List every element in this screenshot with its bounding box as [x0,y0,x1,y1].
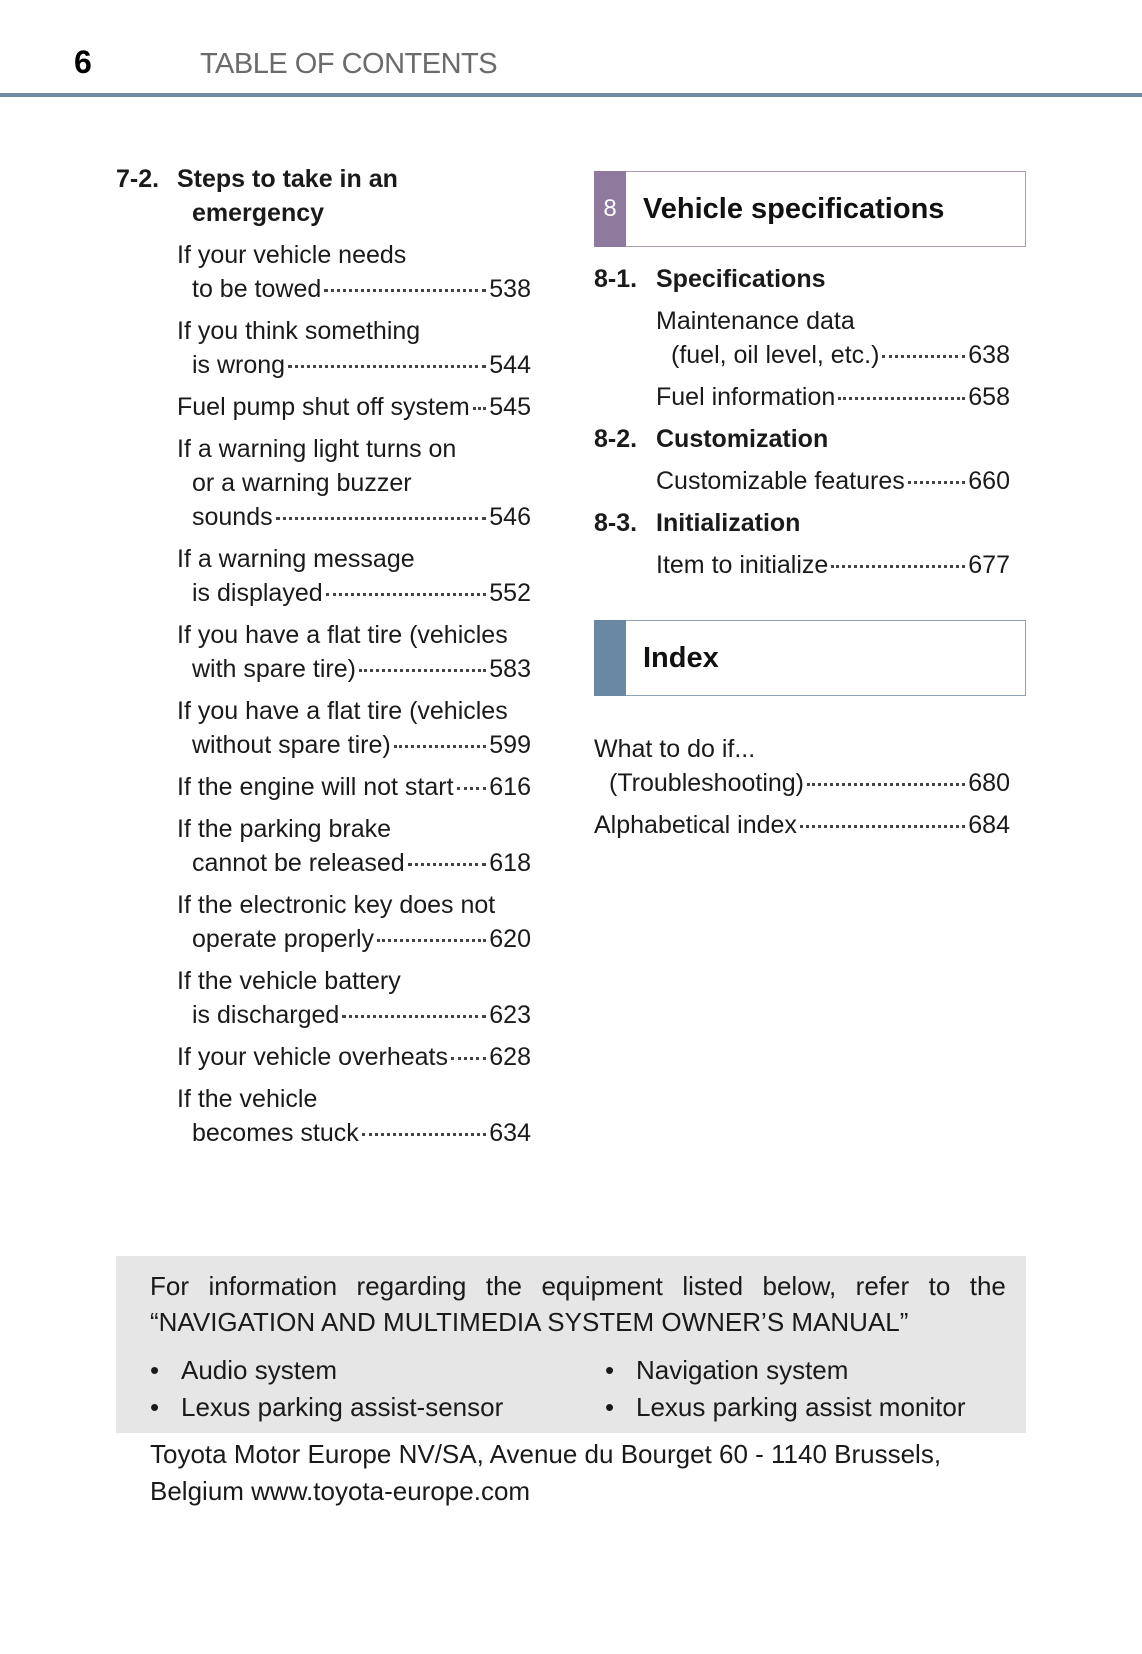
intro-word: equipment [541,1271,663,1301]
entry-line [177,1116,531,1150]
entry-line [594,766,1010,800]
toc-entry[interactable] [177,390,531,424]
page-reference[interactable]: 628 [489,1043,531,1071]
dot-leader [288,365,486,368]
entry-text: without spare tire) [192,731,391,759]
right-column [594,262,1010,582]
entry-line [656,548,1010,582]
dot-leader [377,939,486,942]
bullet-icon: • [150,1355,160,1385]
entry-line [177,728,531,762]
equipment-name: Navigation system [636,1355,849,1385]
entry-text: Customizable features [656,467,905,495]
entry-line [594,808,1010,842]
page-reference[interactable]: 677 [968,551,1010,579]
intro-word: regarding [356,1271,467,1301]
page-reference[interactable]: 552 [489,579,531,607]
page-reference[interactable]: 638 [968,341,1010,369]
page-reference[interactable]: 623 [489,1001,531,1029]
dot-leader [451,1057,486,1060]
dot-leader [324,289,486,292]
entry-text: Alphabetical index [594,811,797,839]
section-number: 7-2. [116,165,160,193]
entry-text: Item to initialize [656,551,829,579]
dot-leader [276,517,487,520]
running-header-title: TABLE OF CONTENTS [200,48,498,80]
entry-line [177,576,531,610]
entry-text: is discharged [192,1001,340,1029]
entry-line [177,542,531,576]
toc-entries [594,304,1010,414]
entry-text: What to do if... [594,735,756,763]
entry-line [177,1040,531,1074]
page-reference[interactable]: 680 [968,769,1010,797]
publisher-address [150,1436,941,1510]
dot-leader [359,669,486,672]
entry-text: becomes stuck [192,1119,359,1147]
toc-entries [594,464,1010,498]
entry-text: cannot be released [192,849,405,877]
address-line1: Toyota Motor Europe NV/SA, Avenue du Bourget 60 - 1140 Brussels, [150,1439,942,1469]
entry-text: If a warning message [177,545,415,573]
page-reference[interactable]: 546 [489,503,531,531]
entry-text: If you think something [177,317,421,345]
page-reference[interactable]: 620 [489,925,531,953]
chapter-tab: 8 [594,171,626,247]
dot-leader [831,565,965,568]
chapter-title: Vehicle specifications [643,192,945,225]
page-reference[interactable]: 538 [489,275,531,303]
toc-entries [594,548,1010,582]
page-reference[interactable]: 616 [489,773,531,801]
section-title-continued [116,196,531,230]
intro-word: the [969,1271,1006,1301]
toc-entry[interactable] [656,380,1010,414]
intro-word: to [928,1271,951,1301]
intro-word: For [150,1271,189,1301]
entry-text: or a warning buzzer [192,469,412,497]
section-title: Steps to take in an [177,165,398,193]
dot-leader [882,355,965,358]
dot-leader [394,745,487,748]
entry-line [177,618,531,652]
section-heading-7-2 [116,162,531,196]
toc-entry[interactable] [177,1040,531,1074]
note-intro-line2: “NAVIGATION AND MULTIMEDIA SYSTEM OWNER’S MANUAL” [150,1307,909,1337]
intro-word: the [485,1271,522,1301]
entry-line [177,348,531,382]
dot-leader [362,1133,487,1136]
entry-line [594,732,1010,766]
entry-line [656,304,1010,338]
entry-text: operate properly [192,925,375,953]
entry-text: to be towed [192,275,322,303]
equipment-item [150,1352,605,1389]
entry-text: (Troubleshooting) [609,769,805,797]
entry-text: If you have a flat tire (vehicles [177,697,508,725]
dot-leader [838,397,965,400]
dot-leader [326,593,487,596]
entry-text: If the engine will not start [177,773,454,801]
entry-line [177,238,531,272]
page-reference[interactable]: 634 [489,1119,531,1147]
entry-text: If your vehicle needs [177,241,407,269]
entry-text: If you have a flat tire (vehicles [177,621,508,649]
toc-entry[interactable] [177,770,531,804]
dot-leader [408,863,487,866]
section-title: Specifications [656,265,826,293]
dot-leader [473,407,487,410]
bullet-icon: • [605,1355,615,1385]
section-number: 8-1. [594,265,638,293]
left-column [116,162,531,1150]
entry-text: If the vehicle [177,1085,318,1113]
entry-text: Maintenance data [656,307,855,335]
entry-text: with spare tire) [192,655,356,683]
chapter-8-header[interactable] [594,171,1026,247]
page-reference[interactable]: 583 [489,655,531,683]
entry-line [177,652,531,686]
equipment-item [605,1352,1006,1389]
entry-line [656,380,1010,414]
note-intro-line1 [150,1268,1006,1304]
intro-word: refer [855,1271,910,1301]
page-reference[interactable]: 544 [489,351,531,379]
toc-entry[interactable] [177,432,531,534]
toc-entry[interactable] [177,964,531,1032]
equipment-name: Lexus parking assist-sensor [181,1392,504,1422]
toc-entry[interactable] [656,304,1010,372]
entry-line [177,500,531,534]
entry-line [177,770,531,804]
page-reference[interactable]: 545 [489,393,531,421]
toc-entry[interactable] [177,1082,531,1150]
page-reference[interactable]: 684 [968,811,1010,839]
page-reference[interactable]: 599 [489,731,531,759]
section-number: 8-2. [594,425,638,453]
intro-word: below, [762,1271,837,1301]
entry-text: Fuel pump shut off system [177,393,470,421]
entry-line [177,846,531,880]
page-reference[interactable]: 660 [968,467,1010,495]
entry-line [177,466,531,500]
entry-text: If the electronic key does not [177,891,496,919]
entry-line [177,812,531,846]
index-title: Index [643,641,719,674]
entry-line [177,272,531,306]
dot-leader [342,1015,486,1018]
entry-text: is wrong [192,351,286,379]
dot-leader [800,825,965,828]
toc-entry[interactable] [177,694,531,762]
entry-text: (fuel, oil level, etc.) [671,341,880,369]
section-number: 8-3. [594,509,638,537]
entry-line [177,1082,531,1116]
section-heading [594,506,1010,540]
entry-line [177,998,531,1032]
bullet-icon: • [605,1392,615,1422]
section-title-line2: emergency [192,199,325,227]
section-title: Initialization [656,509,801,537]
bullet-icon: • [150,1392,160,1422]
equipment-name: Audio system [181,1355,338,1385]
intro-word: listed [682,1271,744,1301]
navigation-manual-note [116,1256,1026,1433]
dot-leader [908,481,966,484]
equipment-list [150,1352,1006,1426]
toc-entries [116,238,531,1150]
entry-line [656,338,1010,372]
section-heading [594,262,1010,296]
entry-text: If your vehicle overheats [177,1043,448,1071]
toc-entry[interactable] [177,238,531,306]
equipment-name: Lexus parking assist monitor [636,1392,966,1422]
entry-line [177,964,531,998]
entry-line [177,922,531,956]
toc-entry[interactable] [656,464,1010,498]
intro-word: information [208,1271,338,1301]
page-number: 6 [74,44,92,80]
page-reference[interactable]: 618 [489,849,531,877]
entry-line [177,888,531,922]
entry-line [656,464,1010,498]
entry-text: Fuel information [656,383,836,411]
dot-leader [807,783,965,786]
toc-entry[interactable] [594,808,1010,842]
equipment-item [605,1389,1006,1426]
toc-entry[interactable] [177,888,531,956]
toc-entry[interactable] [656,548,1010,582]
address-line2: Belgium www.toyota-europe.com [150,1476,531,1506]
entry-text: sounds [192,503,273,531]
entry-text: If the vehicle battery [177,967,401,995]
index-entries [594,724,1010,842]
toc-entry[interactable] [594,732,1010,800]
entry-text: If a warning light turns on [177,435,457,463]
index-header[interactable] [594,620,1026,696]
toc-entry[interactable] [177,314,531,382]
entry-text: is displayed [192,579,323,607]
entry-line [177,694,531,728]
section-heading [594,422,1010,456]
header-rule [0,93,1142,97]
toc-entry[interactable] [177,542,531,610]
page-reference[interactable]: 658 [968,383,1010,411]
dot-leader [457,787,487,790]
section-title: Customization [656,425,829,453]
equipment-item [150,1389,605,1426]
index-tab [594,620,626,696]
entry-text: If the parking brake [177,815,392,843]
toc-entry[interactable] [177,812,531,880]
entry-line [177,432,531,466]
entry-line [177,390,531,424]
entry-line [177,314,531,348]
toc-entry[interactable] [177,618,531,686]
